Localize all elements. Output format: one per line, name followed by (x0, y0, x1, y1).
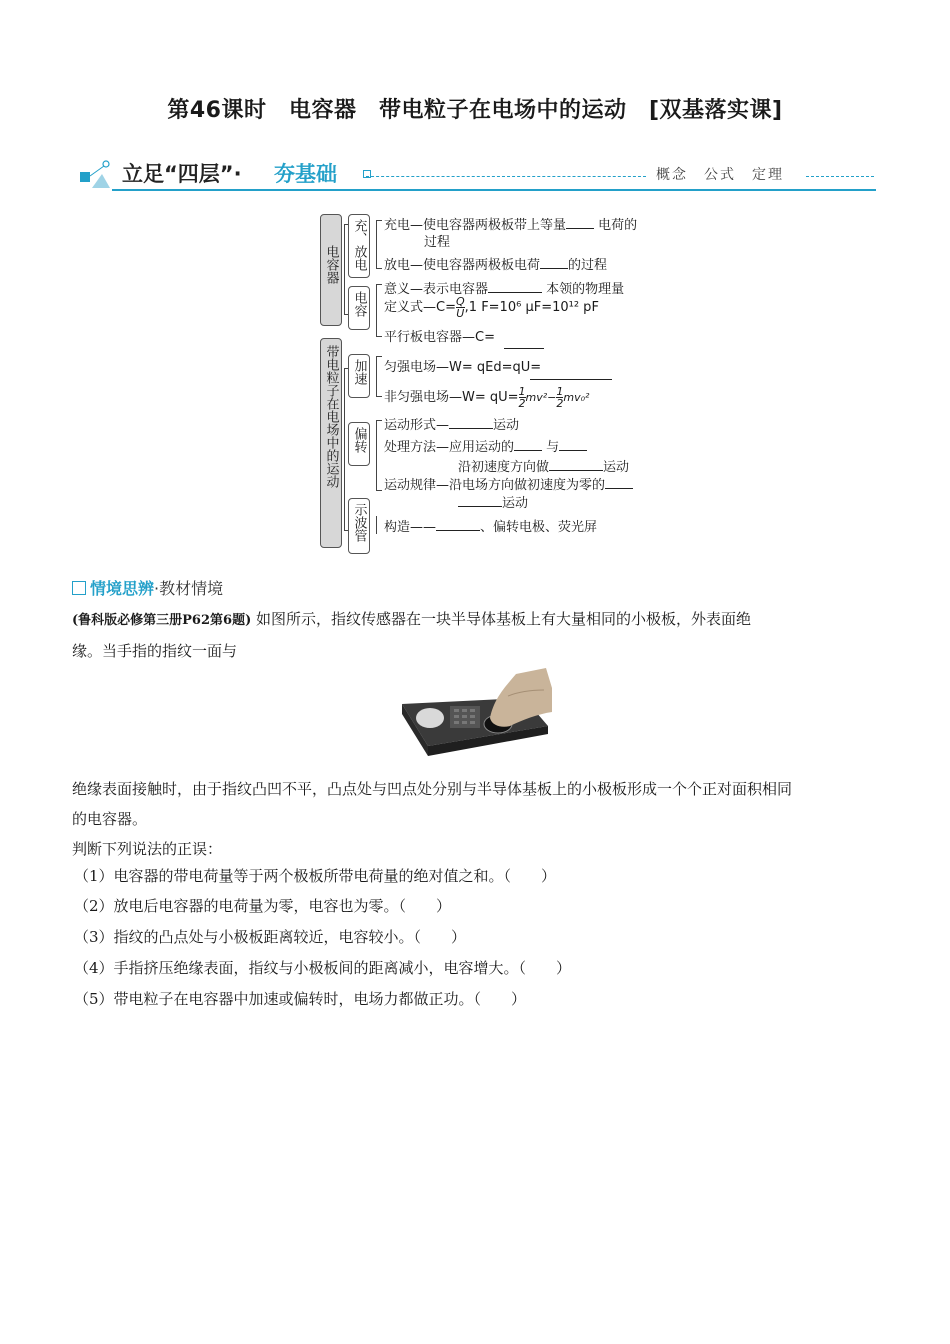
form-text: 运动形式— (384, 418, 450, 433)
nonuniform-term2: mv₀² (563, 391, 590, 404)
blank (530, 367, 612, 380)
nonuniform-text: 非匀强电场—W= qU= (384, 390, 519, 405)
continuation-paragraph (72, 774, 878, 864)
charge-line (384, 214, 637, 233)
blank (458, 494, 502, 507)
blank (605, 476, 633, 489)
tick (376, 490, 382, 491)
banner-accent: 夯基础 (274, 162, 337, 186)
question-item: （1）电容器的带电荷量等于两个极板所带电荷量的绝对值之和。（ ） (74, 867, 557, 885)
law-text1: 沿初速度方向做 (458, 460, 550, 475)
tick (376, 396, 382, 397)
uniform-text: 匀强电场—W= qEd=qU= (384, 360, 542, 375)
meaning-tail: 本领的物理量 (546, 282, 625, 297)
charge-line-cont: 过程 (424, 235, 451, 250)
question-item: （3）指纹的凸点处与小极板距离较近，电容较小。（ ） (74, 928, 467, 946)
bracket-capacitor (344, 224, 345, 314)
blank (566, 216, 594, 229)
law-line3 (458, 492, 528, 511)
page-title: 第46课时 电容器 带电粒子在电场中的运动 [双基落实课] (167, 98, 783, 123)
frac-num: 1 (556, 385, 564, 398)
node-capacitor (320, 214, 342, 326)
node-capacitor-label: 电容器 (323, 245, 339, 284)
node-motion (320, 338, 342, 548)
node-accel (348, 354, 370, 398)
source-reference: (鲁科版必修第三册P62第6题) (72, 613, 252, 628)
parallel-line (384, 326, 495, 345)
law-line2 (384, 474, 633, 493)
tick (376, 336, 382, 337)
banner-logo-icon (76, 158, 112, 190)
definition-text: 定义式—C= (384, 300, 456, 315)
structure-text: 构造—— (384, 520, 437, 535)
node-scope-label: 示波管 (351, 503, 367, 542)
continuation-line2: 的电容器。 (72, 810, 148, 828)
law-text2: 运动规律—沿电场方向做初速度为零的 (384, 478, 606, 493)
form-tail: 运动 (493, 418, 520, 433)
tick (376, 220, 382, 221)
blank (504, 336, 544, 349)
section-banner (76, 152, 876, 194)
definition-tail: ,1 F=10⁶ μF=10¹² pF (464, 300, 599, 315)
question-item: （4）手指挤压绝缘表面，指纹与小极板间的距离减小，电容增大。（ ） (74, 959, 572, 977)
banner-underline (112, 189, 876, 191)
question-item: （2）放电后电容器的电荷量为零，电容也为零。（ ） (74, 897, 452, 915)
node-capacitance (348, 286, 370, 330)
method-text: 处理方法—应用运动的 (384, 440, 515, 455)
blank (549, 458, 603, 471)
meaning-text: 意义—表示电容器 (384, 282, 489, 297)
tick (376, 284, 382, 285)
node-charge (348, 214, 370, 278)
concept-diagram (318, 210, 678, 555)
structure-tail: 、偏转电极、荧光屏 (480, 520, 598, 535)
node-deflect (348, 422, 370, 466)
banner-title: 立足“四层”· (122, 162, 242, 186)
method-mid: 与 (546, 440, 560, 455)
frac-den: U (456, 307, 465, 320)
bracket-scope (376, 516, 377, 534)
banner-dash (366, 176, 646, 177)
charge-tail: 电荷的 (598, 218, 638, 233)
blank (436, 518, 480, 531)
node-scope (348, 498, 370, 554)
bracket-deflect (376, 420, 377, 490)
nonuniform-line (384, 386, 589, 409)
parallel-text: 平行板电容器—C= (384, 330, 495, 345)
charge-text: 充电—使电容器两极板带上等量 (384, 218, 567, 233)
banner-dash-right (806, 176, 874, 177)
blank (488, 280, 542, 293)
form-line (384, 414, 519, 433)
node-capacitance-label: 电容 (351, 291, 367, 317)
fingerprint-sensor-image (398, 668, 552, 766)
fraction-q-u (456, 296, 465, 319)
frac-den: 2 (518, 397, 526, 410)
fraction-half (519, 386, 526, 409)
node-charge-label: 充、放电 (351, 219, 367, 271)
section-title: 情境思辨 (90, 579, 155, 598)
bracket-charge (376, 220, 377, 268)
question-item: （5）带电粒子在电容器中加速或偏转时，电场力都做正功。（ ） (74, 990, 527, 1008)
frac-den: 2 (556, 397, 564, 410)
intro-paragraph (72, 604, 878, 666)
law-line1 (458, 456, 629, 475)
intro-text2: 缘。当手指的指纹一面与 (72, 642, 238, 660)
frac-num: Q (455, 295, 465, 308)
tick (376, 356, 382, 357)
blank (514, 438, 542, 451)
banner-keywords: 概念 公式 定理 (656, 167, 784, 183)
tick (376, 268, 382, 269)
node-accel-label: 加速 (351, 359, 367, 385)
uniform-line (384, 356, 541, 375)
blank (449, 416, 493, 429)
bracket-capacitance (376, 284, 377, 336)
bracket-motion (344, 368, 345, 530)
law-tail1: 运动 (603, 460, 630, 475)
intro-text1: 如图所示，指纹传感器在一块半导体基板上有大量相同的小极板，外表面绝 (256, 610, 752, 628)
discharge-text: 放电—使电容器两极板电荷 (384, 258, 541, 273)
blank (540, 256, 568, 269)
section-subtitle: ·教材情境 (154, 579, 224, 598)
bracket-accel (376, 356, 377, 396)
continuation-line3: 判断下列说法的正误： (72, 840, 223, 858)
tick (376, 420, 382, 421)
checkbox-square-icon (72, 581, 86, 595)
frac-num: 1 (518, 385, 526, 398)
law-tail3: 运动 (502, 496, 529, 511)
definition-line (384, 296, 599, 319)
structure-line (384, 516, 597, 535)
node-deflect-label: 偏转 (351, 427, 367, 453)
discharge-line (384, 254, 607, 273)
section-heading (72, 576, 223, 599)
nonuniform-term1: mv²− (525, 391, 557, 404)
method-line (384, 436, 587, 455)
node-motion-label: 带电粒子在电场中的运动 (323, 345, 339, 488)
discharge-tail: 的过程 (568, 258, 608, 273)
meaning-line (384, 278, 624, 297)
continuation-line1: 绝缘表面接触时，由于指纹凸凹不平，凸点处与凹点处分别与半导体基板上的小极板形成一个个正对面积相同 (72, 780, 793, 798)
blank (559, 438, 587, 451)
